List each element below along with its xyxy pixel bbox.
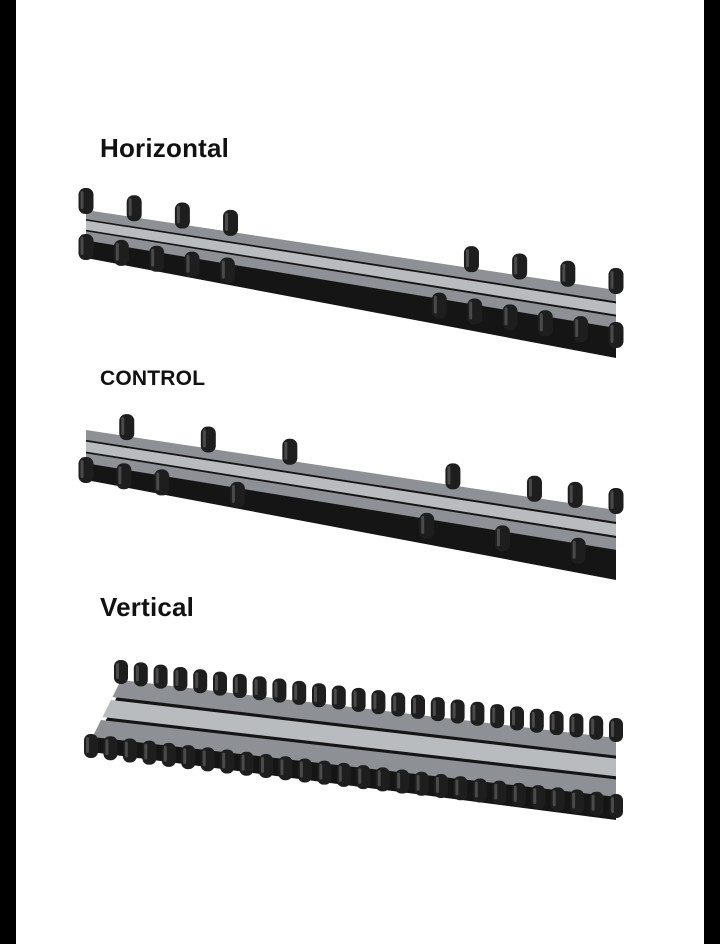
bumper-highlight	[592, 795, 595, 811]
bumper-highlight	[203, 429, 206, 447]
bumper-highlight	[512, 709, 515, 725]
bumper-highlight	[121, 417, 124, 435]
bumper-highlight	[235, 677, 238, 693]
bumper-highlight	[552, 714, 555, 730]
horizontal-label: Horizontal	[100, 133, 230, 163]
bumper-highlight	[433, 700, 436, 716]
bumper-highlight	[514, 786, 517, 802]
bumper-highlight	[222, 753, 225, 769]
bumper-highlight	[339, 766, 342, 782]
bumper-highlight	[532, 712, 535, 728]
bumper-highlight	[319, 764, 322, 780]
bumper-highlight	[505, 307, 508, 325]
bumper-highlight	[611, 325, 614, 343]
bumper-highlight	[195, 672, 198, 688]
bumper-highlight	[215, 675, 218, 691]
bumper-highlight	[434, 296, 437, 314]
bumper-highlight	[284, 442, 287, 460]
bumper-highlight	[164, 746, 167, 762]
vertical-rack-photo	[16, 660, 704, 850]
bumper-highlight	[156, 472, 159, 490]
bumper-highlight	[81, 191, 84, 209]
control-label: CONTROL	[100, 367, 206, 390]
bumper-highlight	[222, 260, 225, 278]
bumper-highlight	[540, 313, 543, 331]
bumper-highlight	[533, 788, 536, 804]
bumper-highlight	[300, 761, 303, 777]
bumper-highlight	[611, 491, 614, 509]
bumper-highlight	[413, 698, 416, 714]
bumper-highlight	[334, 689, 337, 705]
bumper-highlight	[294, 684, 297, 700]
bumper-highlight	[187, 255, 190, 273]
bumper-highlight	[232, 485, 235, 503]
bumper-highlight	[497, 528, 500, 546]
bumper-highlight	[469, 302, 472, 320]
bumper-highlight	[314, 686, 317, 702]
bumper-highlight	[274, 682, 277, 698]
vertical-label: Vertical	[100, 592, 195, 622]
bumper-highlight	[354, 691, 357, 707]
bumper-highlight	[421, 516, 424, 534]
bumper-highlight	[553, 790, 556, 806]
bumper-highlight	[514, 256, 517, 274]
bumper-highlight	[573, 541, 576, 559]
bumper-highlight	[447, 466, 450, 484]
bumper-highlight	[280, 759, 283, 775]
bumper-highlight	[529, 479, 532, 497]
bumper-highlight	[156, 668, 159, 684]
bumper-highlight	[358, 768, 361, 784]
bumper-highlight	[455, 779, 458, 795]
bumper-highlight	[81, 237, 84, 255]
bumper-highlight	[397, 773, 400, 789]
bumper-highlight	[105, 739, 108, 755]
bumper-highlight	[255, 679, 258, 695]
bumper-highlight	[118, 466, 121, 484]
bumper-highlight	[177, 206, 180, 224]
bumper-highlight	[475, 781, 478, 797]
bumper-highlight	[393, 695, 396, 711]
bumper-highlight	[571, 716, 574, 732]
bumper-highlight	[466, 249, 469, 267]
bumper-highlight	[591, 719, 594, 735]
bumper-highlight	[378, 770, 381, 786]
bumper-highlight	[575, 319, 578, 337]
bumper-highlight	[611, 797, 614, 813]
bumper-highlight	[453, 702, 456, 718]
bumper-highlight	[611, 271, 614, 289]
bumper-highlight	[436, 777, 439, 793]
bumper-highlight	[572, 793, 575, 809]
white-page	[16, 0, 704, 944]
bumper-highlight	[472, 705, 475, 721]
bumper-highlight	[129, 198, 132, 216]
bumper-highlight	[116, 243, 119, 261]
bumper-highlight	[373, 693, 376, 709]
bumper-highlight	[116, 663, 119, 679]
bumper-highlight	[151, 249, 154, 267]
bumper-highlight	[611, 721, 614, 737]
bumper-highlight	[86, 737, 89, 753]
bumper-highlight	[562, 264, 565, 282]
bumper-highlight	[81, 460, 84, 478]
bumper-highlight	[175, 670, 178, 686]
bumper-highlight	[492, 707, 495, 723]
bumper-highlight	[242, 755, 245, 771]
bumper-highlight	[261, 757, 264, 773]
bumper-highlight	[225, 213, 228, 231]
bumper-highlight	[136, 665, 139, 681]
bumper-highlight	[494, 784, 497, 800]
bumper-highlight	[144, 744, 147, 760]
bumper-highlight	[183, 748, 186, 764]
bumper-highlight	[125, 741, 128, 757]
bumper-highlight	[570, 485, 573, 503]
bumper-highlight	[203, 750, 206, 766]
bumper-highlight	[417, 775, 420, 791]
